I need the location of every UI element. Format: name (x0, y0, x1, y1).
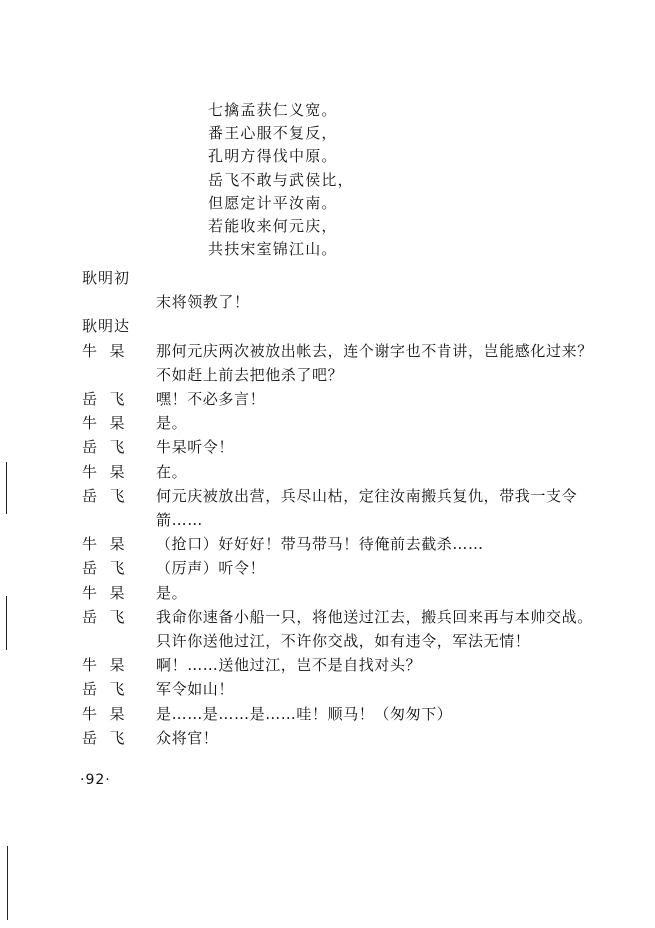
dialogue-block (82, 266, 602, 750)
speaker-name: 牛 杲 (82, 704, 126, 723)
dialogue-entry (82, 339, 602, 387)
dialogue-text: 是。 (156, 414, 188, 433)
dialogue-entry (82, 460, 602, 484)
speaker-name: 耿明初 (82, 269, 131, 287)
page-number: ·92· (80, 772, 111, 788)
speaker-name: 牛 杲 (82, 535, 126, 554)
scan-edge-mark (6, 462, 7, 514)
dialogue-text: 是。 (156, 583, 188, 602)
dialogue-entry (82, 556, 602, 580)
dialogue-entry (82, 532, 602, 556)
verse-line: 番王心服不复反， (208, 124, 338, 143)
dialogue-entry (82, 314, 602, 338)
dialogue-entry (82, 290, 602, 314)
verse-line: 七擒孟获仁义宽。 (208, 101, 338, 119)
dialogue-entry (82, 387, 602, 411)
speaker-name: 岳 飞 (82, 559, 126, 578)
dialogue-entry (82, 702, 602, 726)
dialogue-entry (82, 484, 602, 532)
dialogue-text: 末将领教了！ (156, 293, 250, 312)
dialogue-text: 啊！……送他过江，岂不是自找对头？ (156, 656, 422, 675)
speaker-name: 岳 飞 (82, 607, 126, 626)
dialogue-entry (82, 411, 602, 435)
dialogue-entry (82, 581, 602, 605)
dialogue-text: 我命你速备小船一只，将他送过江去，搬兵回来再与本帅交战。只许你送他过江，不许你交战，如有违令，军法无情！ (156, 607, 593, 651)
dialogue-text: 军令如山！ (156, 680, 235, 699)
verse-line: 若能收来何元庆， (208, 217, 338, 236)
verse-block (208, 99, 354, 261)
dialogue-text: （抢口）好好好！带马带马！待俺前去截杀…… (156, 535, 484, 554)
verse-line: 共扶宋室锦江山。 (208, 240, 338, 259)
dialogue-entry (82, 726, 602, 750)
dialogue-entry (82, 653, 602, 677)
speaker-name: 岳 飞 (82, 390, 126, 409)
dialogue-text: （厉声）听令！ (156, 559, 266, 578)
speaker-name: 牛 杲 (82, 656, 126, 675)
dialogue-text: 那何元庆两次被放出帐去，连个谢字也不肯讲，岂能感化过来？不如赶上前去把他杀了吧？ (156, 341, 593, 384)
speaker-name: 岳 飞 (82, 438, 126, 457)
dialogue-entry (82, 605, 602, 653)
speaker-name: 牛 杲 (82, 341, 126, 360)
dialogue-text: 嘿！不必多言！ (156, 390, 266, 409)
speaker-name: 岳 飞 (82, 728, 126, 747)
speaker-name: 岳 飞 (82, 680, 126, 699)
speaker-name: 牛 杲 (82, 414, 126, 433)
speaker-name: 耿明达 (82, 317, 131, 336)
dialogue-text: 牛杲听令！ (156, 438, 235, 457)
dialogue-entry (82, 266, 602, 290)
speaker-name: 牛 杲 (82, 583, 126, 602)
dialogue-text: 何元庆被放出营，兵尽山枯，定往汝南搬兵复仇，带我一支令箭…… (156, 486, 578, 530)
dialogue-text: 在。 (156, 462, 188, 481)
speaker-name: 岳 飞 (82, 486, 126, 505)
dialogue-text: 是……是……是……哇！顺马！（匆匆下） (156, 704, 453, 723)
verse-line: 但愿定计平汝南。 (208, 193, 338, 212)
verse-line: 岳飞不敢与武侯比， (208, 170, 354, 189)
scan-edge-mark (7, 846, 8, 920)
verse-line: 孔明方得伐中原。 (208, 147, 338, 166)
scan-edge-mark (6, 596, 7, 650)
dialogue-entry (82, 677, 602, 701)
dialogue-text: 众将官！ (156, 728, 219, 747)
speaker-name: 牛 杲 (82, 462, 126, 481)
dialogue-entry (82, 435, 602, 459)
